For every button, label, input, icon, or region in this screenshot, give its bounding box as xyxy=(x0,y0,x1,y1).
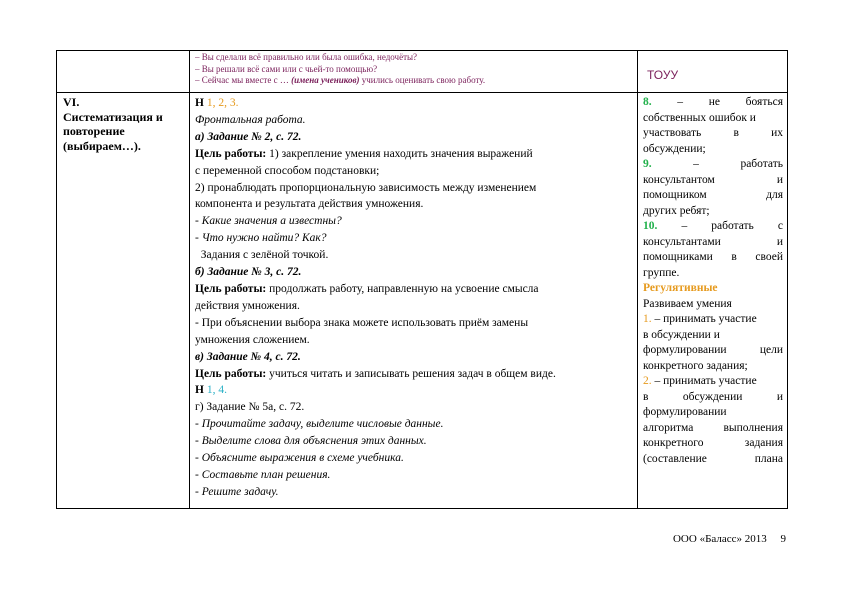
reflection-questions xyxy=(195,52,635,87)
green-dot-tasks: Задания с зелёной точкой. xyxy=(195,249,329,262)
item-10-line-1: 10. – работать с xyxy=(643,220,783,232)
question-find: - Что нужно найти? Как? xyxy=(195,232,327,245)
goal-a-line-4: компонента и результата действия умножения. xyxy=(195,198,424,211)
item-8-line-4: обсуждении; xyxy=(643,142,706,155)
item-1-line-2: в обсуждении и xyxy=(643,328,720,341)
step-2: - Выделите слова для объяснения этих данных. xyxy=(195,435,427,448)
item-1-line-3: формулировании цели xyxy=(643,344,783,356)
frontal-work: Фронтальная работа. xyxy=(195,113,306,126)
question-3: – Сейчас мы вместе с … (имена учеников) учились оценивать свою работу. xyxy=(195,75,486,85)
item-9-line-2: консультантом и xyxy=(643,173,783,186)
item-10-line-4: группе. xyxy=(643,266,680,279)
task-g: г) Задание № 5а, с. 72. xyxy=(195,401,305,414)
item-8-line-3: участвовать в их xyxy=(643,127,783,139)
item-2-line-3: формулировании xyxy=(643,406,727,418)
item-2-line-2: в обсуждении и xyxy=(643,390,783,403)
question-2: – Вы решали всё сами или с чьей-то помощью? xyxy=(195,63,378,74)
task-c: в) Задание № 4, с. 72. xyxy=(195,350,301,363)
item-1-line-1: 1. – принимать участие xyxy=(643,313,757,325)
item-2-line-4: алгоритма выполнения xyxy=(643,421,783,434)
task-a: а) Задание № 2, с. 72. xyxy=(195,130,302,143)
develop-skills: Развиваем умения xyxy=(643,297,732,310)
goal-a-line-2: с переменной способом подстановки; xyxy=(195,164,380,177)
explain-line-1: - При объяснении выбора знака можете использовать приём замены xyxy=(195,316,529,329)
stage-number: VI. xyxy=(63,95,80,109)
item-9-line-4: других ребят; xyxy=(643,204,710,217)
item-2-line-6: (составление плана xyxy=(643,452,783,465)
h-heading-1: Н 1, 2, 3. xyxy=(195,97,239,109)
step-3: - Объясните выражения в схеме учебника. xyxy=(195,452,404,465)
stage-title-line-1: Систематизация и xyxy=(63,109,163,124)
page-number: 9 xyxy=(780,533,786,545)
goal-b-line-2: действия умножения. xyxy=(195,299,300,312)
step-5: - Решите задачу. xyxy=(195,485,279,498)
column-divider xyxy=(189,51,190,508)
row-divider xyxy=(57,92,787,93)
goal-a-line-3: 2) пронаблюдать пропорциональную зависимость между изменением xyxy=(195,181,537,194)
column-divider xyxy=(637,51,638,508)
question-known: - Какие значения а известны? xyxy=(195,215,342,228)
explain-line-2: умножения сложением. xyxy=(195,333,310,346)
item-10-line-3: помощниками в своей xyxy=(643,251,783,263)
regulatory-heading: Регулятивные xyxy=(643,282,718,294)
lesson-table xyxy=(56,50,788,509)
goal-b-line-1: Цель работы: продолжать работу, направленную на усвоение смысла xyxy=(195,282,539,295)
page-footer xyxy=(673,533,786,545)
item-1-line-4: конкретного задания; xyxy=(643,359,748,372)
h-heading-2: Н 1, 4. xyxy=(195,384,227,397)
task-b: б) Задание № 3, с. 72. xyxy=(195,266,302,279)
toyy-label: ТОУУ xyxy=(647,68,679,82)
step-4: - Составьте план решения. xyxy=(195,468,331,481)
item-9-line-3: помощником для xyxy=(643,189,783,201)
question-1: – Вы сделали всё правильно или была ошибка, недочёты? xyxy=(195,52,418,62)
item-8-line-2: собственных ошибок и xyxy=(643,111,756,124)
item-2-line-1: 2. – принимать участие xyxy=(643,375,757,387)
item-8-line-1: 8. – не бояться xyxy=(643,96,783,108)
item-2-line-5: конкретного задания xyxy=(643,437,783,449)
goal-c: Цель работы: учиться читать и записывать решения задач в общем виде. xyxy=(195,367,556,380)
goal-a-line-1: Цель работы: 1) закрепление умения находить значения выражений xyxy=(195,147,533,160)
item-10-line-2: консультантами и xyxy=(643,235,783,248)
uud-cell xyxy=(643,95,783,467)
activity-cell xyxy=(195,95,635,501)
step-1: - Прочитайте задачу, выделите числовые данные. xyxy=(195,418,444,431)
footer-publisher: ООО «Баласс» 2013 xyxy=(672,533,767,545)
stage-title-line-2: повторение xyxy=(63,124,125,138)
item-9-line-1: 9. – работать xyxy=(643,158,783,170)
stage-cell xyxy=(63,95,187,153)
stage-title-line-3: (выбираем…). xyxy=(63,138,141,153)
